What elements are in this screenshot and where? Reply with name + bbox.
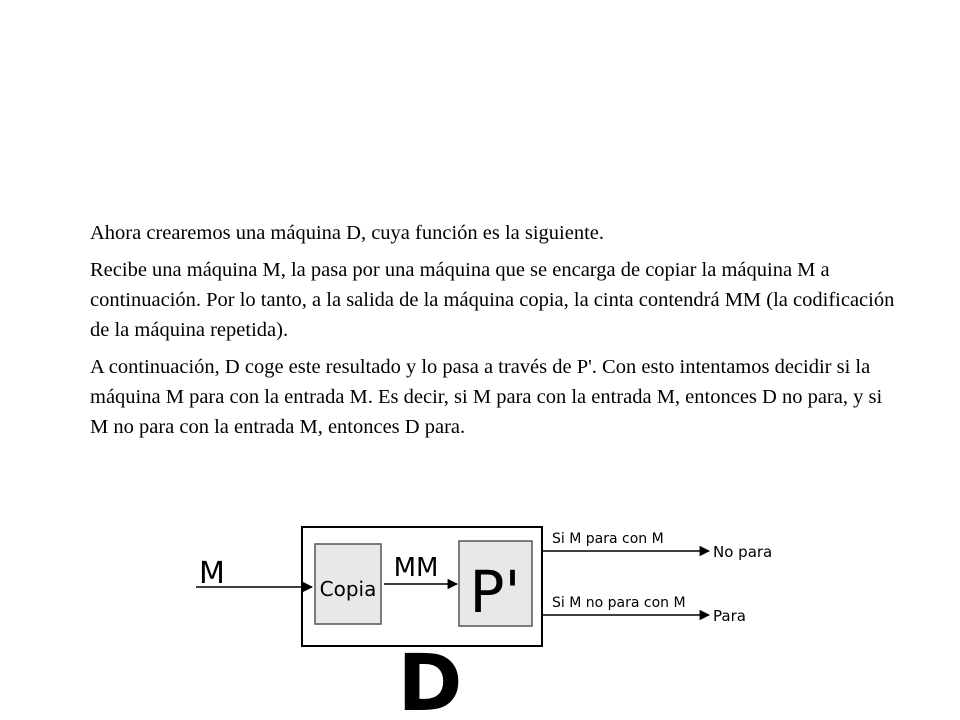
branch-result-halt: Para [713, 607, 746, 625]
paragraph-copy-step: Recibe una máquina M, la pasa por una máquina que se encarga de copiar la máquina M a continuación. Por lo tanto, a la salida de la máquina copia, la cinta contendrá MM (la codificación de la máquina repetida). [90, 259, 895, 341]
input-label: M [199, 556, 225, 591]
intermediate-label: MM [393, 553, 439, 583]
copy-label: Copia [319, 577, 377, 601]
branch-condition-no-halt: Si M no para con M [552, 595, 686, 611]
decider-label: P' [469, 558, 521, 626]
branch-result-no-halt: No para [713, 543, 773, 561]
branch-condition-halt: Si M para con M [552, 531, 664, 547]
machine-d-label: D [397, 639, 463, 720]
paragraph-decision-step: A continuación, D coge este resultado y lo pasa a través de P'. Con esto intentamos decidir si la máquina M para con la entrada M. Es decir, si M para con la entrada M, entonces D no para, y si M no para con la entrada M, entonces D para. [90, 356, 883, 438]
paragraph-intro: Ahora crearemos una máquina D, cuya función es la siguiente. [90, 222, 605, 244]
